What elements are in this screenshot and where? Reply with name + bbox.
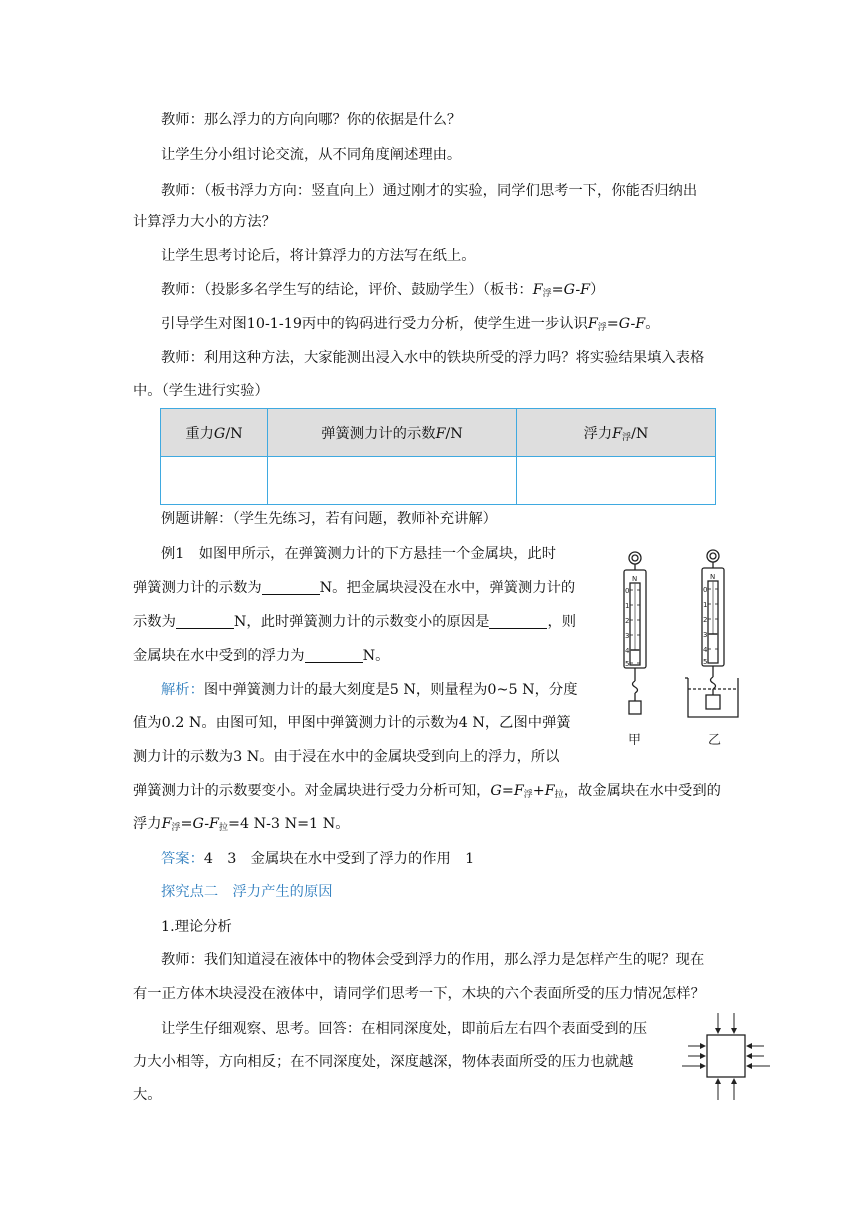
subheading: 1.理论分析 xyxy=(161,919,232,935)
analysis-line: 值为0.2 N。由图可知，甲图中弹簧测力计的示数为4 N，乙图中弹簧 xyxy=(133,715,571,731)
tick-label: 4 xyxy=(625,647,630,655)
analysis-line: 浮力$F_浮=G-F_拉=4$ N-3 N=1 N。 xyxy=(133,816,350,833)
analysis-line: 解析：图中弹簧测力计的最大刻度是5 N，则量程为0~5 N，分度 xyxy=(161,682,578,698)
tick-label: 3 xyxy=(625,632,630,640)
tick-label: 0 xyxy=(703,586,708,594)
col-reading: 弹簧测力计的示数F/N xyxy=(268,409,517,457)
example-line: 金属块在水中受到的浮力为 N。 xyxy=(133,648,390,664)
cube-pressure-diagram xyxy=(670,1008,780,1108)
answer-blank xyxy=(176,614,234,629)
answer-blank xyxy=(262,580,320,595)
tick-label: 5 xyxy=(703,658,708,666)
answer-line: 答案：4 3 金属块在水中受到了浮力的作用 1 xyxy=(161,851,475,867)
scale-unit: N xyxy=(632,575,638,583)
para-line: 教师：利用这种方法，大家能测出浸入水中的铁块所受的浮力吗？将实验结果填入表格 xyxy=(161,350,705,366)
result-table xyxy=(160,408,716,505)
tick-label: 2 xyxy=(703,616,708,624)
para-line: 教师：我们知道浸在液体中的物体会受到浮力的作用，那么浮力是怎样产生的呢？现在 xyxy=(161,952,705,968)
analysis-line: 测力计的示数为3 N。由于浸在水中的金属块受到向上的浮力，所以 xyxy=(133,749,560,765)
para-line: 教师：（板书浮力方向：竖直向上）通过刚才的实验，同学们思考一下，你能否归纳出 xyxy=(161,183,698,199)
scale-unit: N xyxy=(710,573,716,581)
tick-label: 1 xyxy=(703,601,708,609)
example-line: 例1 如图甲所示，在弹簧测力计的下方悬挂一个金属块，此时 xyxy=(161,546,557,562)
label-jia: 甲 xyxy=(628,733,642,745)
cell-empty xyxy=(161,457,268,505)
example-line: 弹簧测力计的示数为 N。把金属块浸没在水中，弹簧测力计的 xyxy=(133,580,576,596)
para-line: 让学生分小组讨论交流，从不同角度阐述理由。 xyxy=(161,147,462,163)
answer-blank xyxy=(305,648,363,663)
para-line: 力大小相等，方向相反；在不同深度处，深度越深，物体表面所受的压力也就越 xyxy=(133,1054,634,1070)
tick-label: 2 xyxy=(625,617,630,625)
analysis-line: 弹簧测力计的示数要变小。对金属块进行受力分析可知，$G=F_浮+F_拉$，故金属块在水中受到的 xyxy=(133,783,721,800)
tick-label: 5 xyxy=(625,660,630,668)
para-line: 中。（学生进行实验） xyxy=(133,383,269,399)
col-buoyancy: 浮力$F_浮/N$ xyxy=(517,409,716,457)
spring-scale-figure xyxy=(608,545,758,745)
para-line: 计算浮力大小的方法？ xyxy=(133,214,276,230)
example-line: 示数为 N，此时弹簧测力计的示数变小的原因是 ，则 xyxy=(133,614,577,630)
answer-blank xyxy=(489,614,547,629)
para-line: 大。 xyxy=(133,1087,162,1103)
tick-label: 4 xyxy=(703,646,708,654)
col-gravity: 重力G/N xyxy=(161,409,268,457)
tick-label: 1 xyxy=(625,602,630,610)
label-yi: 乙 xyxy=(708,733,722,745)
para-line: 例题讲解：（学生先练习，若有问题，教师补充讲解） xyxy=(161,511,497,527)
para-line: 教师：（投影多名学生写的结论，评价、鼓励学生）（板书：$F_浮=G-F$） xyxy=(161,282,605,299)
para-line: 有一正方体木块浸没在液体中，请同学们思考一下，木块的六个表面所受的压力情况怎样？ xyxy=(133,986,705,1002)
tick-label: 3 xyxy=(703,631,708,639)
para-line: 让学生思考讨论后，将计算浮力的方法写在纸上。 xyxy=(161,248,476,264)
tick-label: 0 xyxy=(625,587,630,595)
section-heading: 探究点二 浮力产生的原因 xyxy=(161,884,333,900)
cell-empty xyxy=(517,457,716,505)
cell-empty xyxy=(268,457,517,505)
para-line: 教师：那么浮力的方向向哪？你的依据是什么？ xyxy=(161,112,462,128)
para-line: 让学生仔细观察、思考。回答：在相同深度处，即前后左右四个表面受到的压 xyxy=(161,1021,648,1037)
para-line: 引导学生对图10-1-19丙中的钩码进行受力分析，使学生进一步认识$F_浮=G-F$。 xyxy=(161,316,660,333)
